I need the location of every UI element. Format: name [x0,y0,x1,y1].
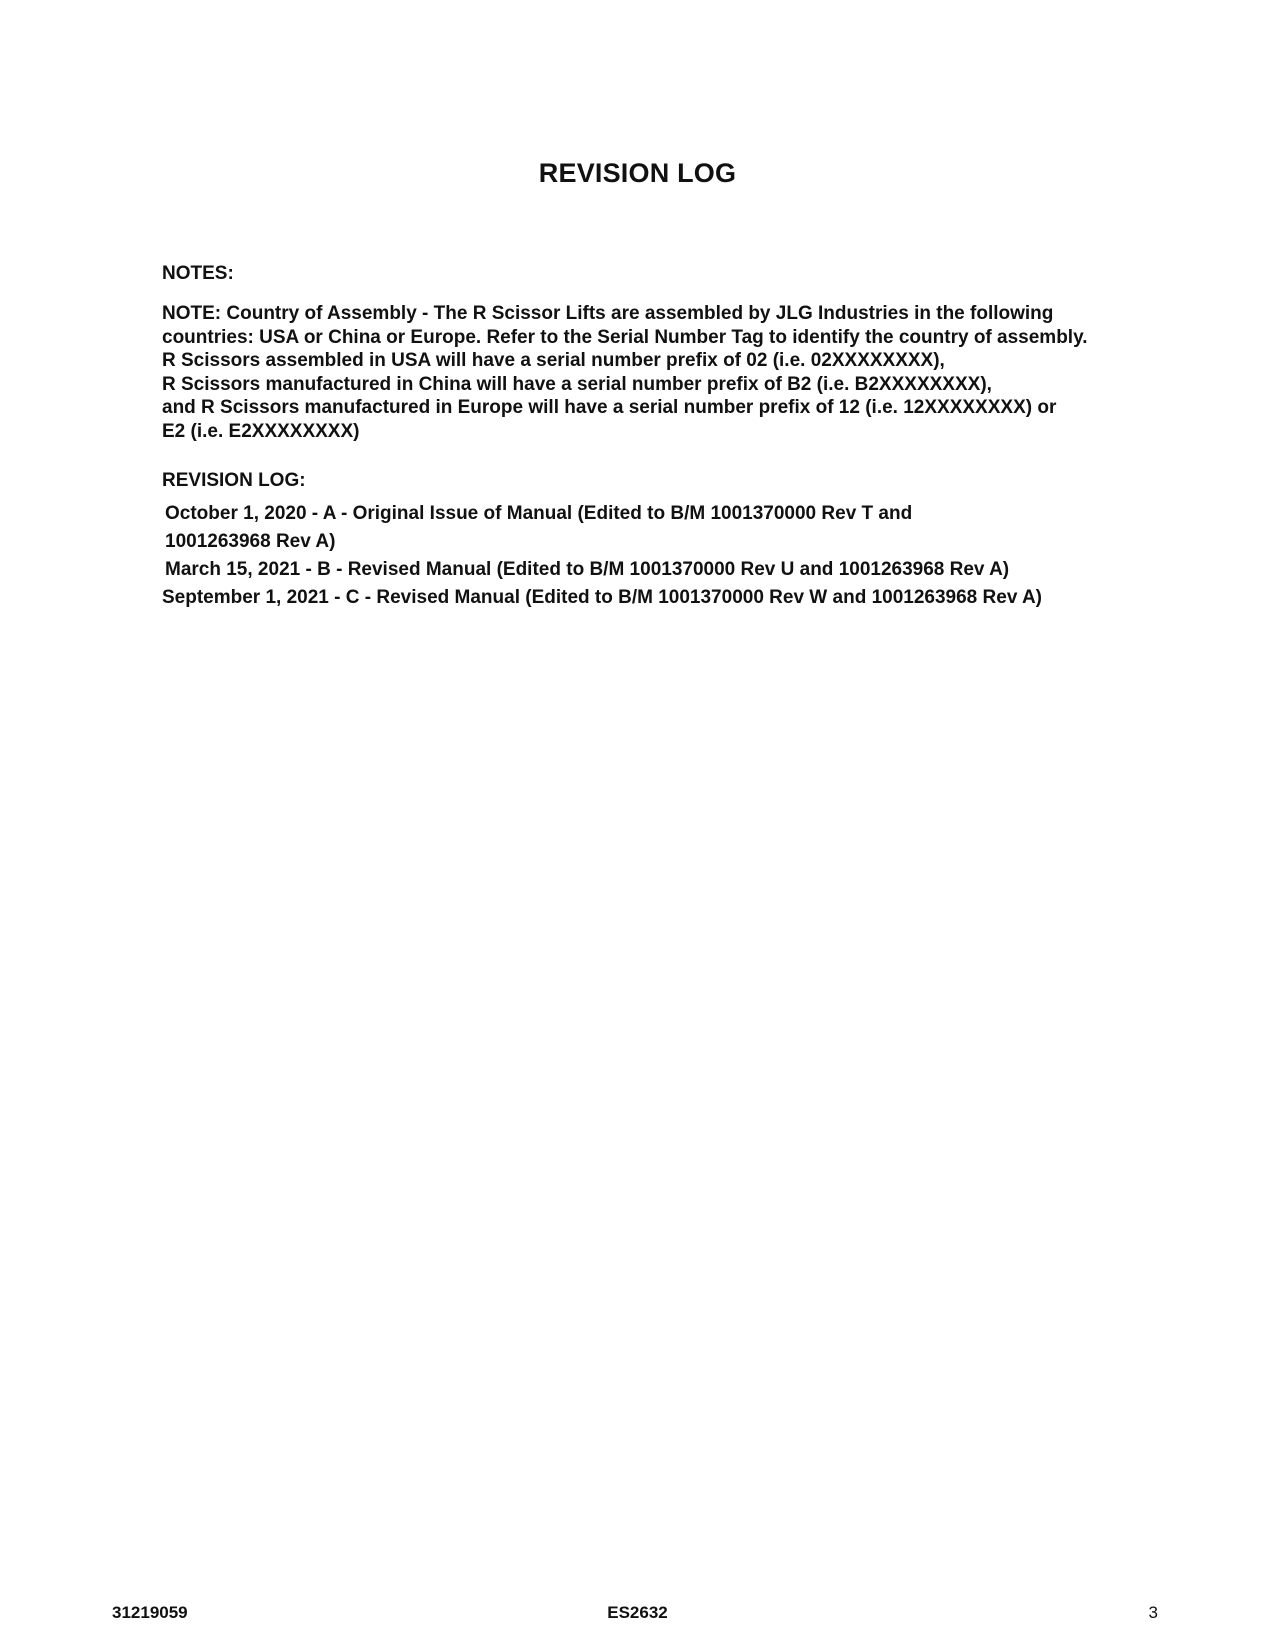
footer-document-number: 31219059 [112,1603,188,1622]
note-line: and R Scissors manufactured in Europe will have a serial number prefix of 12 (i.e. 12XXXXXXXX) or [162,397,1057,418]
revision-entry: September 1, 2021 - C - Revised Manual (Edited to B/M 1001370000 Rev W and 1001263968 Rev A) [162,587,1043,608]
revision-entry: October 1, 2020 - A - Original Issue of Manual (Edited to B/M 1001370000 Rev T and [165,503,913,524]
notes-heading: NOTES: [162,263,234,284]
note-line: NOTE: Country of Assembly - The R Scissor Lifts are assembled by JLG Industries in the following [162,303,1054,324]
note-line: E2 (i.e. E2XXXXXXXX) [162,420,360,442]
revision-entry: 1001263968 Rev A) [165,531,336,552]
assembly-note [162,302,1162,443]
note-line: R Scissors manufactured in China will have a serial number prefix of B2 (i.e. B2XXXXXXXX), [162,373,992,395]
revision-log-heading: REVISION LOG: [162,470,306,491]
note-line: countries: USA or China or Europe. Refer to the Serial Number Tag to identify the country of assembly. [162,326,1088,348]
revision-entry: March 15, 2021 - B - Revised Manual (Edited to B/M 1001370000 Rev U and 1001263968 Rev A) [165,559,1010,580]
page-title: REVISION LOG [538,158,737,188]
footer-page-number: 3 [1148,1603,1158,1622]
revision-list [162,500,1162,612]
footer-model: ES2632 [607,1603,668,1622]
note-line: R Scissors assembled in USA will have a serial number prefix of 02 (i.e. 02XXXXXXXX), [162,350,945,371]
